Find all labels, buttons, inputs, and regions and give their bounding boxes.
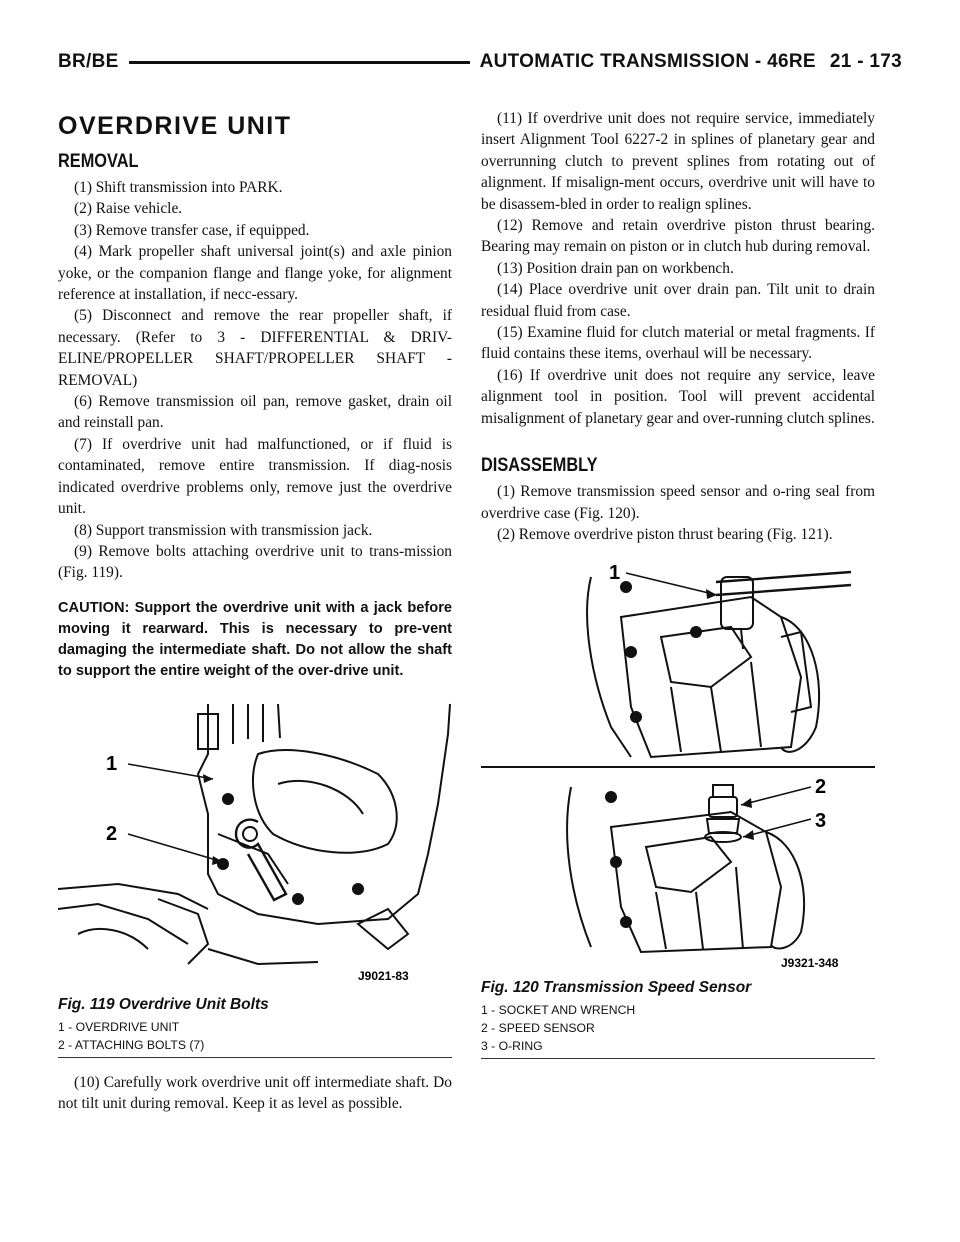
- removal-step: (16) If overdrive unit does not require any service, leave alignment tool in position. Tool will prevent accidental misalignment of planetary gear and over-running clutch splines.: [481, 366, 875, 427]
- removal-step: (4) Mark propeller shaft universal joint(s) and axle pinion yoke, or the companion flange and flange yoke, for alignment reference at installation, if necc-essary.: [58, 243, 452, 304]
- removal-step: (3) Remove transfer case, if equipped.: [74, 221, 310, 239]
- left-column: [58, 108, 452, 1115]
- callout-2: 2: [815, 776, 827, 799]
- page-number: 21 - 173: [829, 51, 902, 72]
- removal-step: (9) Remove bolts attaching overdrive unit to trans-mission (Fig. 119).: [58, 542, 452, 582]
- removal-step: (11) If overdrive unit does not require service, immediately insert Alignment Tool 6227-2 in splines of planetary gear and overrunning clutch to prevent splines from rotating out of alignment. If misalign-ment occurs, overdrive unit will have to be disassem-bled in order to realign splines.: [481, 110, 875, 213]
- removal-step: (14) Place overdrive unit over drain pan. Tilt unit to drain residual fluid from case.: [481, 281, 875, 320]
- legend-item: 3 - O-RING: [481, 1039, 543, 1054]
- header-rule: [129, 61, 470, 64]
- removal-step: (2) Raise vehicle.: [74, 200, 183, 218]
- disassembly-step: (2) Remove overdrive piston thrust bearing (Fig. 121).: [497, 525, 833, 543]
- removal-heading: REMOVAL: [58, 151, 139, 172]
- removal-step: (7) If overdrive unit had malfunctioned, or if fluid is contaminated, remove entire transmission. If diag-nosis indicated overdrive problems only, remove just the overdrive unit.: [58, 435, 452, 518]
- removal-step: (6) Remove transmission oil pan, remove gasket, drain oil and reinstall pan.: [58, 393, 452, 432]
- disassembly-heading: DISASSEMBLY: [481, 455, 598, 477]
- callout-2: 2: [106, 822, 118, 845]
- legend-item: 1 - SOCKET AND WRENCH: [481, 1003, 636, 1018]
- figure-title: Fig. 119 Overdrive Unit Bolts: [58, 995, 269, 1013]
- right-column: [481, 108, 875, 1059]
- speed-sensor-illustration: [481, 557, 875, 977]
- caution-note: CAUTION: Support the overdrive unit with a jack before moving it rearward. This is necessary to pre-vent damaging the intermediate shaft. Do not allow the shaft to support the entire weight of the over-drive unit.: [58, 599, 452, 679]
- figure-code: J9321-348: [781, 956, 839, 971]
- chapter-title: AUTOMATIC TRANSMISSION - 46RE: [479, 51, 816, 72]
- legend-item: 2 - ATTACHING BOLTS (7): [58, 1037, 205, 1052]
- callout-1: 1: [609, 562, 621, 585]
- running-header: [58, 44, 902, 80]
- legend-item: 1 - OVERDRIVE UNIT: [58, 1019, 180, 1034]
- figure-119: [58, 694, 452, 1058]
- removal-step: (13) Position drain pan on workbench.: [497, 259, 734, 277]
- removal-step: (5) Disconnect and remove the rear propeller shaft, if necessary. (Refer to 3 - DIFFERENTIAL & DRIV-ELINE/PROPELLER SHAFT/PROPELLER SHAFT - REMOVAL): [58, 307, 452, 389]
- section-title: OVERDRIVE UNIT: [58, 112, 292, 140]
- removal-step: (1) Shift transmission into PARK.: [74, 179, 283, 196]
- figure-rule: [58, 1057, 452, 1058]
- figure-rule: [481, 1058, 875, 1059]
- figure-code: J9021-83: [358, 968, 409, 983]
- removal-step: (10) Carefully work overdrive unit off intermediate shaft. Do not tilt unit during removal. Keep it as level as possible.: [58, 1073, 452, 1113]
- removal-step: (8) Support transmission with transmission jack.: [74, 521, 373, 539]
- callout-3: 3: [815, 810, 827, 833]
- callout-1: 1: [106, 752, 118, 775]
- removal-step: (15) Examine fluid for clutch material or metal fragments. If fluid contains these items, overhaul will be necessary.: [481, 324, 875, 363]
- figure-120: [481, 557, 875, 1059]
- manual-model: BR/BE: [58, 51, 119, 72]
- figure-title: Fig. 120 Transmission Speed Sensor: [481, 979, 752, 997]
- disassembly-step: (1) Remove transmission speed sensor and o-ring seal from overdrive case (Fig. 120).: [481, 483, 875, 522]
- legend-item: 2 - SPEED SENSOR: [481, 1021, 595, 1036]
- overdrive-unit-illustration: [58, 694, 452, 994]
- removal-step: (12) Remove and retain overdrive piston thrust bearing. Bearing may remain on piston or in clutch hub during removal.: [481, 217, 875, 256]
